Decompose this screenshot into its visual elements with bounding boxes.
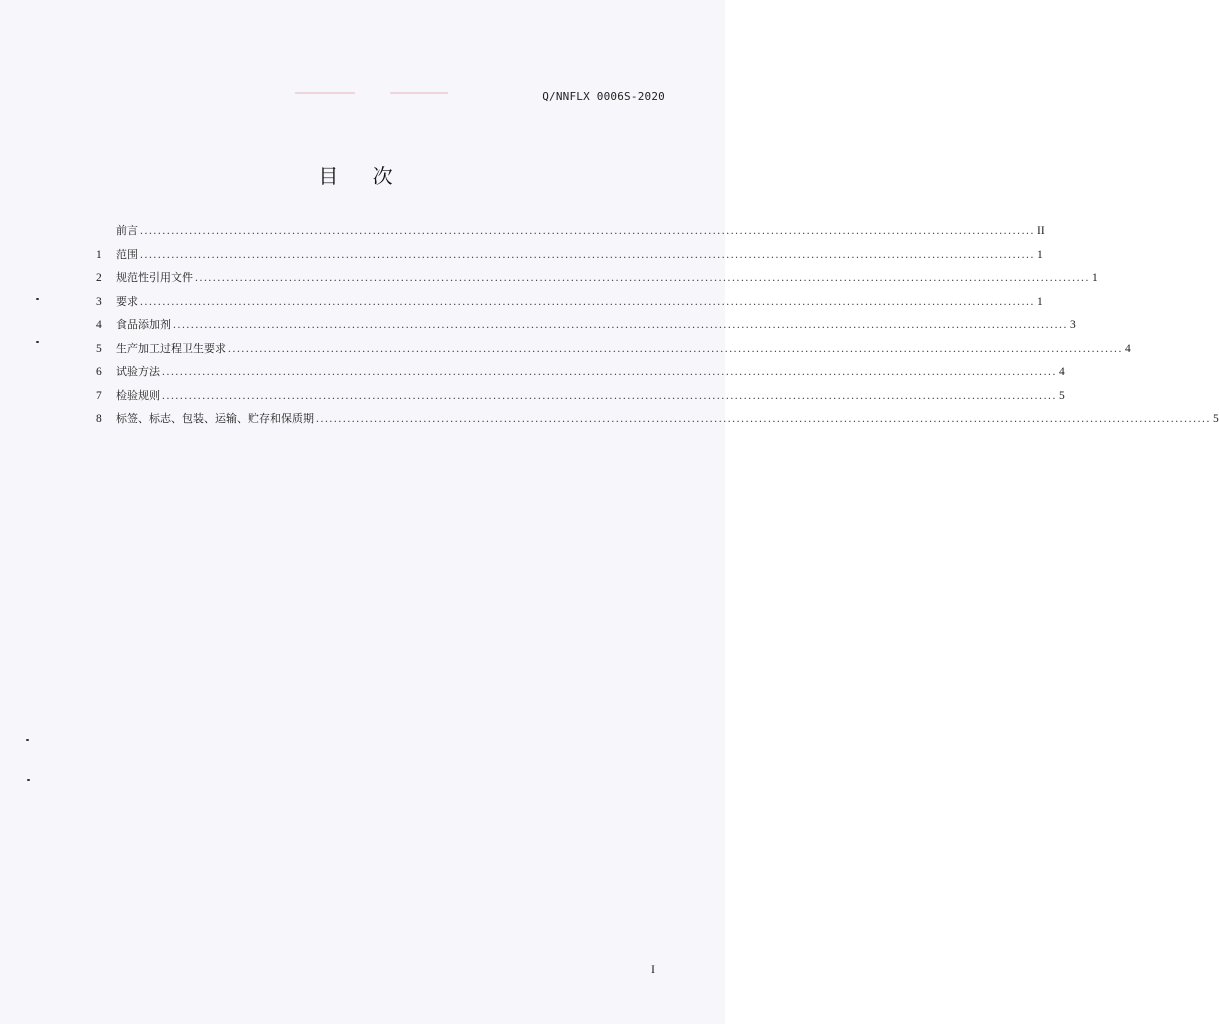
table-of-contents — [96, 222, 1219, 434]
toc-leader-dots: ........................................................................................................................................................................................................ — [316, 413, 1211, 425]
toc-entry-label: 检验规则 — [116, 388, 160, 402]
faint-stamp-mark-right — [390, 92, 448, 94]
toc-entry-label: 范围 — [116, 247, 138, 261]
toc-entry-label: 规范性引用文件 — [116, 271, 193, 284]
toc-entry-page: 3 — [1070, 319, 1076, 331]
toc-entry-number: 8 — [96, 413, 102, 425]
toc-entry-number: 6 — [96, 366, 102, 378]
toc-entry-label: 前言 — [116, 224, 138, 237]
toc-entry-number: 5 — [96, 342, 102, 355]
toc-entry-page: 4 — [1059, 366, 1065, 378]
toc-leader-dots: ........................................................................................................................................................................................................ — [173, 319, 1068, 331]
toc-entry-number: 4 — [96, 319, 102, 331]
document-code: Q/NNFLX 0006S-2020 — [542, 90, 665, 103]
toc-entry-label: 标签、标志、包装、运输、贮存和保质期 — [116, 412, 314, 425]
toc-leader-dots: ........................................................................................................................................................................................................ — [140, 295, 1035, 308]
toc-entry-page: II — [1037, 225, 1045, 237]
scan-speck — [36, 341, 39, 343]
toc-leader-dots: ........................................................................................................................................................................................................ — [162, 389, 1057, 402]
scan-speck — [26, 739, 29, 741]
toc-entry[interactable] — [96, 340, 1131, 364]
toc-entry-page: 4 — [1125, 342, 1131, 355]
toc-entry[interactable] — [96, 387, 1065, 411]
toc-leader-dots: ........................................................................................................................................................................................................ — [195, 272, 1090, 284]
toc-entry-number: 1 — [96, 248, 102, 261]
toc-entry[interactable] — [96, 363, 1065, 387]
scan-speck — [27, 779, 30, 781]
toc-leader-dots: ........................................................................................................................................................................................................ — [228, 342, 1123, 355]
toc-entry[interactable] — [96, 316, 1076, 340]
page-title: 目 次 — [318, 164, 407, 188]
toc-entry-number: 2 — [96, 272, 102, 284]
toc-entry-page: 5 — [1213, 413, 1219, 425]
toc-entry-page: 1 — [1037, 295, 1043, 308]
toc-entry-page: 1 — [1092, 272, 1098, 284]
scan-speck — [36, 298, 39, 300]
toc-entry-label: 生产加工过程卫生要求 — [116, 341, 226, 355]
toc-entry-page: 1 — [1037, 248, 1043, 261]
toc-leader-dots: ........................................................................................................................................................................................................ — [140, 225, 1035, 237]
toc-entry-label: 试验方法 — [116, 365, 160, 378]
page-number: I — [651, 962, 655, 976]
toc-entry[interactable] — [96, 246, 1043, 270]
toc-entry-label: 食品添加剂 — [116, 318, 171, 331]
toc-entry[interactable] — [96, 410, 1219, 434]
toc-entry-page: 5 — [1059, 389, 1065, 402]
toc-entry[interactable] — [96, 269, 1098, 293]
toc-leader-dots: ........................................................................................................................................................................................................ — [140, 248, 1035, 261]
toc-entry-number: 3 — [96, 295, 102, 308]
toc-entry[interactable] — [96, 222, 1045, 246]
faint-stamp-mark-left — [295, 92, 355, 94]
toc-leader-dots: ........................................................................................................................................................................................................ — [162, 366, 1057, 378]
toc-entry[interactable] — [96, 293, 1043, 317]
toc-entry-number: 7 — [96, 389, 102, 402]
toc-entry-label: 要求 — [116, 294, 138, 308]
